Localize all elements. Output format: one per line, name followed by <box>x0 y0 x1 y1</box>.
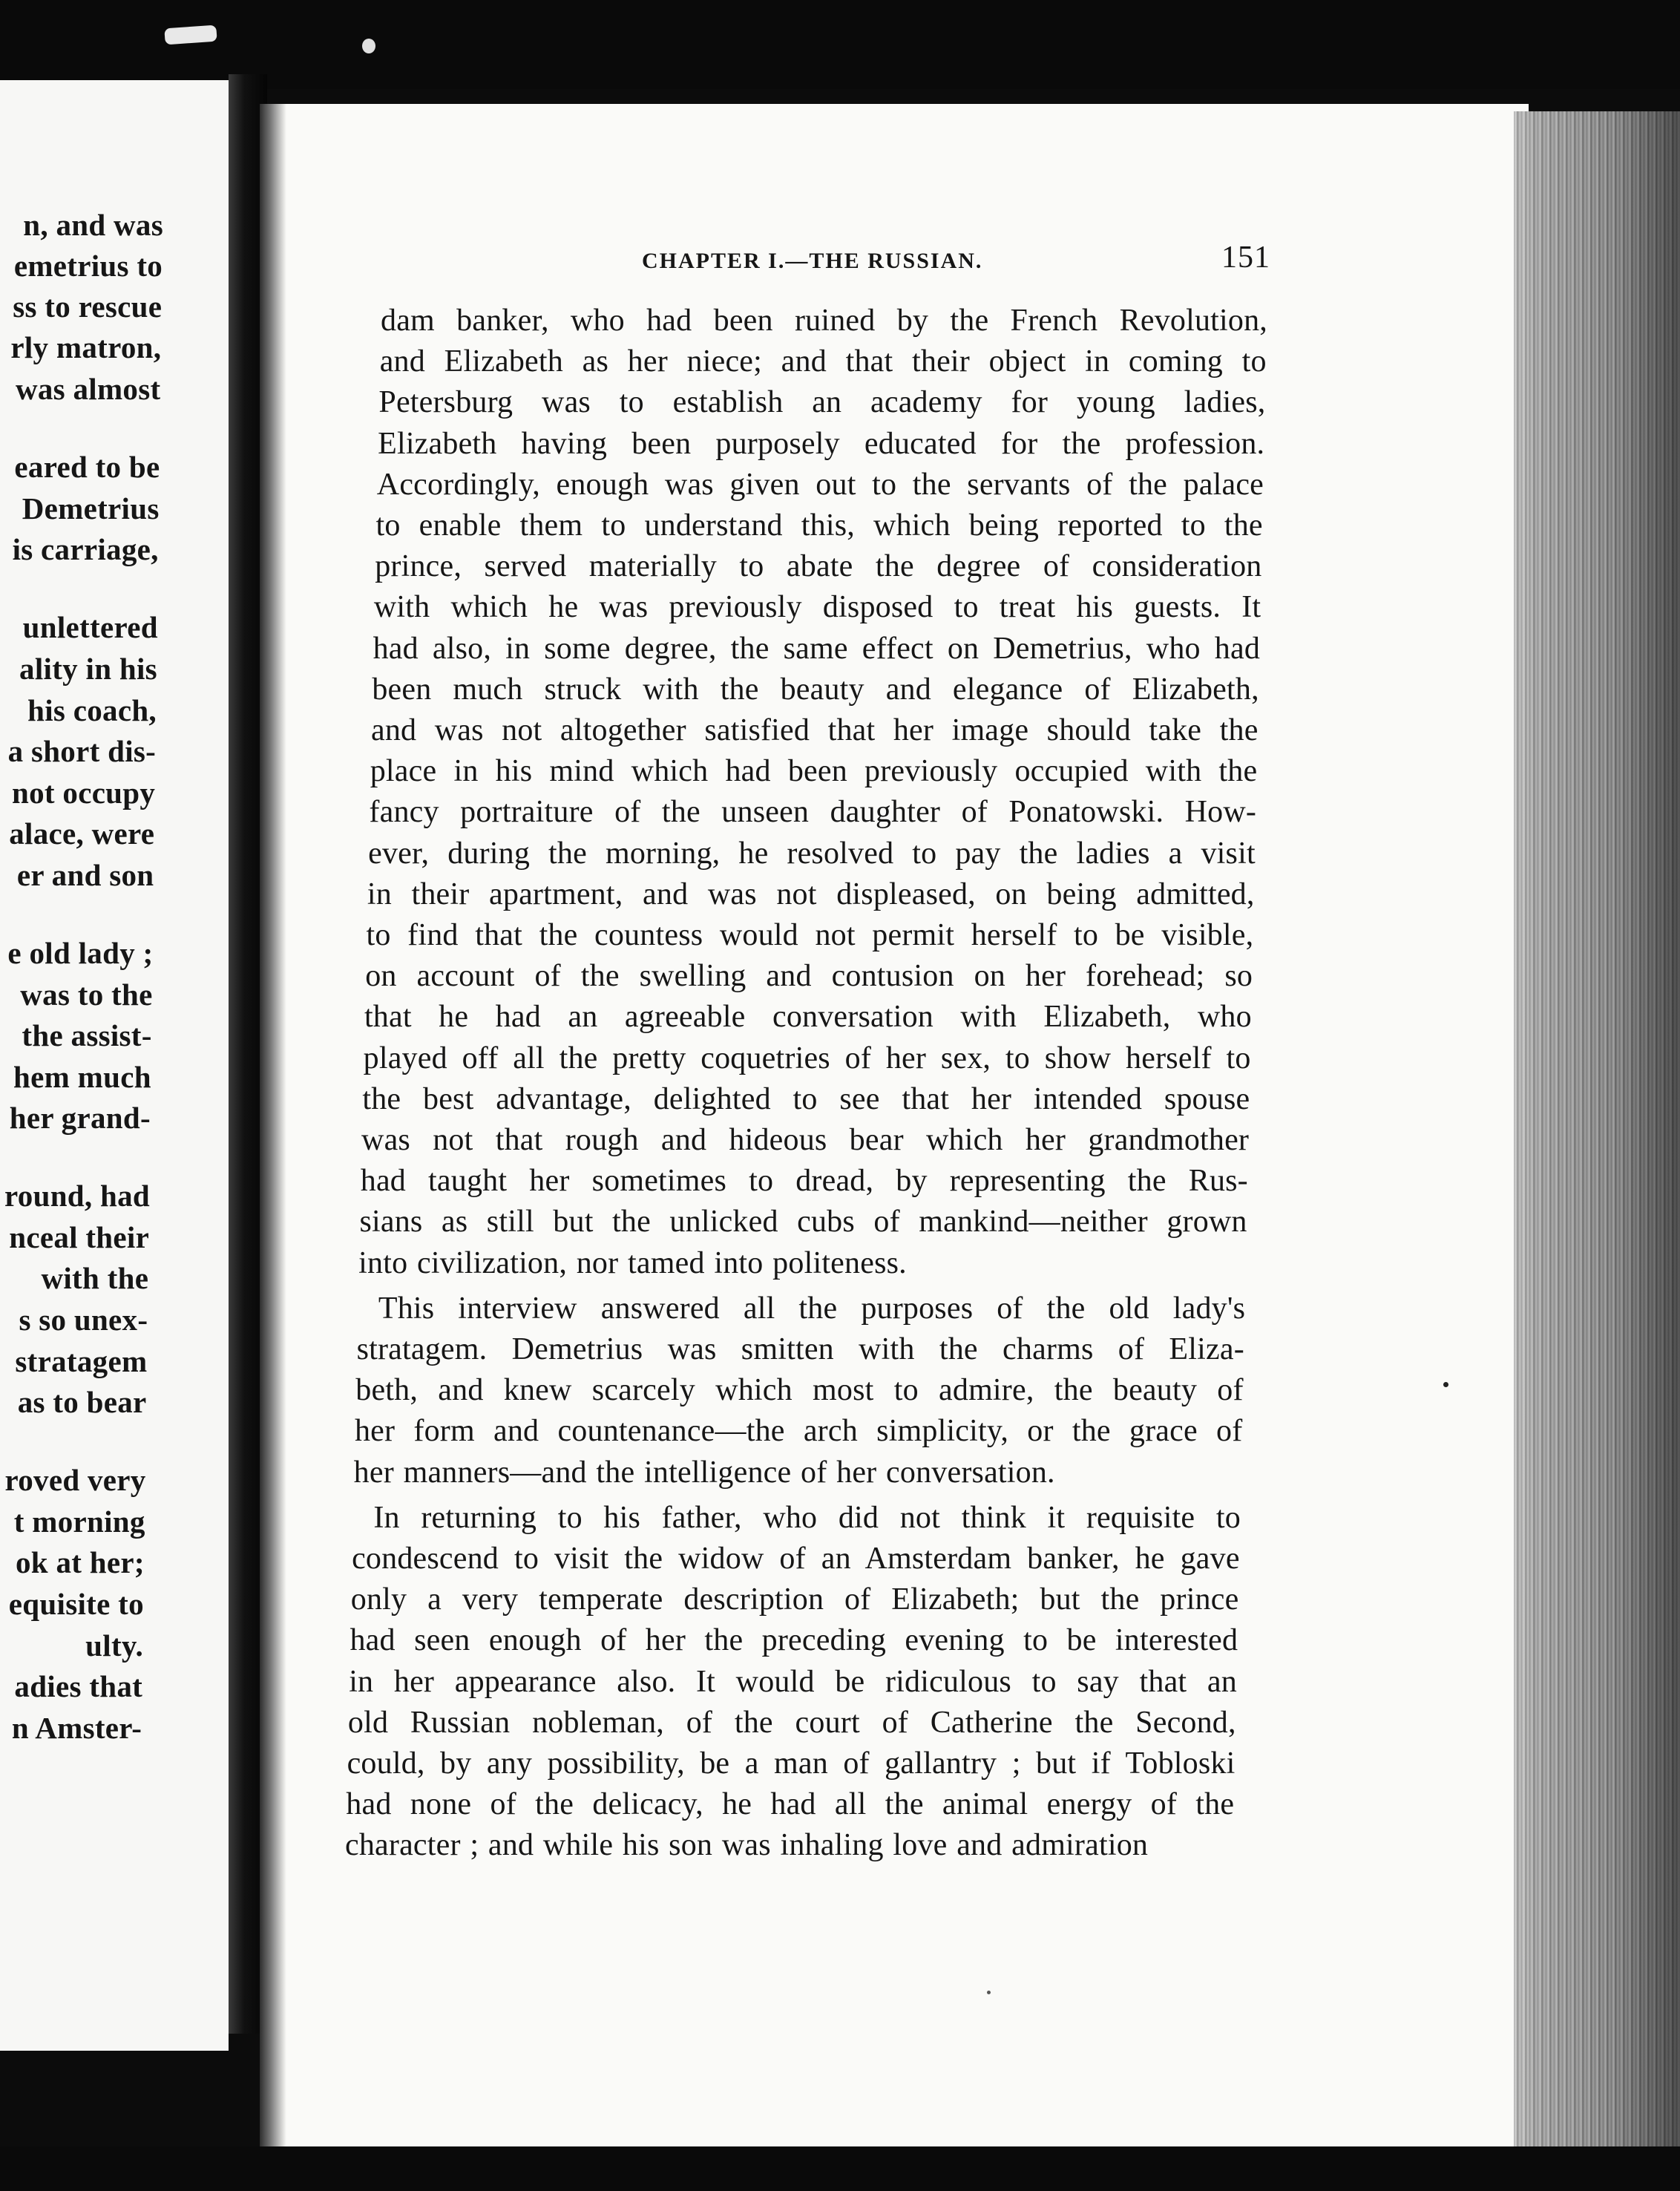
page-number: 151 <box>1221 240 1270 275</box>
text-line: dam banker, who had been ruined by the French Revolution, <box>381 304 1267 338</box>
text-line: the best advantage, delighted to see that her intended spouse <box>362 1081 1250 1116</box>
scan-dust-spot <box>987 1991 991 1994</box>
text-line: had seen enough of her the preceding evening to be interested <box>350 1623 1238 1658</box>
text-line: into civilization, nor tamed into politeness. <box>358 1245 907 1280</box>
text-line: her manners—and the intelligence of her conversation. <box>353 1455 1055 1490</box>
text-line: could, by any possibility, be a man of gallantry ; but if Tobloski <box>347 1746 1236 1781</box>
text-line: sians as still but the unlicked cubs of mankind—neither grown <box>359 1205 1247 1239</box>
scan-bottom-border <box>0 2146 1680 2191</box>
left-page-text-fragment: hem much <box>13 1060 151 1094</box>
text-line: ever, during the morning, he resolved to pay the ladies a visit <box>368 836 1256 871</box>
left-page <box>0 80 229 2051</box>
left-page-text-fragment: ok at her; <box>16 1545 145 1579</box>
left-page-text-fragment: a short dis- <box>7 734 157 768</box>
text-line: condescend to visit the widow of an Amsterdam banker, he gave <box>352 1542 1240 1576</box>
left-page-text-fragment: ss to rescue <box>13 289 163 324</box>
left-page-text-fragment: Demetrius <box>22 491 160 525</box>
left-page-text-fragment: adies that <box>14 1669 143 1703</box>
left-page-text-fragment: eared to be <box>14 450 160 484</box>
text-line: place in his mind which had been previously occupied with the <box>370 754 1258 789</box>
left-page-text-fragment: not occupy <box>11 776 156 810</box>
left-page-text-fragment: his coach, <box>27 693 157 727</box>
left-page-text-fragment: round, had <box>4 1179 150 1213</box>
left-page-text-fragment: was to the <box>20 977 153 1012</box>
left-page-text-fragment: as to bear <box>17 1385 147 1419</box>
left-page-text-fragment: n Amster- <box>11 1711 142 1745</box>
text-line: played off all the pretty coquetries of her sex, to show herself to <box>363 1041 1251 1075</box>
text-line: In returning to his father, who did not think it requisite to <box>373 1500 1241 1535</box>
text-line: had taught her sometimes to dread, by representing the Rus- <box>360 1164 1248 1199</box>
left-page-text-fragment: nceal their <box>9 1220 150 1254</box>
left-page-text-fragment: emetrius to <box>13 249 163 283</box>
text-line: to enable them to understand this, which being reported to the <box>375 508 1263 543</box>
text-line: fancy portraiture of the unseen daughter of Ponatowski. How- <box>369 795 1257 830</box>
left-page-text-fragment: equisite to <box>8 1587 144 1621</box>
text-line: and Elizabeth as her niece; and that their object in coming to <box>379 344 1267 379</box>
left-page-text-fragment: rly matron, <box>10 330 162 364</box>
text-line: only a very temperate description of Elizabeth; but the prince <box>350 1582 1239 1617</box>
spine-shadow <box>260 104 286 2146</box>
left-page-text-fragment: s so unex- <box>19 1303 148 1337</box>
text-line: with which he was previously disposed to treat his guests. It <box>373 590 1261 625</box>
scan-dust-spot <box>362 39 375 53</box>
left-page-text-fragment: her grand- <box>9 1101 151 1135</box>
text-line: and was not altogether satisfied that her image should take the <box>371 713 1259 747</box>
text-line: that he had an agreeable conversation with Elizabeth, who <box>364 1000 1252 1035</box>
text-line: This interview answered all the purposes of the old lady's <box>378 1291 1246 1326</box>
text-line: been much struck with the beauty and elegance of Elizabeth, <box>372 672 1259 707</box>
left-page-text-fragment: t morning <box>13 1504 145 1539</box>
text-line: had also, in some degree, the same effect on Demetrius, who had <box>373 631 1261 666</box>
left-page-text-fragment: unlettered <box>22 610 158 644</box>
chapter-title: CHAPTER I.—THE RUSSIAN. <box>642 249 983 273</box>
left-page-text-fragment: ulty. <box>85 1628 143 1663</box>
left-page-text-fragment: was almost <box>15 372 161 406</box>
text-line: her form and countenance—the arch simplicity, or the grace of <box>354 1414 1243 1449</box>
left-page-text-fragment: er and son <box>16 858 154 892</box>
text-line: on account of the swelling and contusion on her forehead; so <box>365 959 1253 994</box>
text-line: Elizabeth having been purposely educated for the profession. <box>378 426 1265 461</box>
left-page-text-fragment: alace, were <box>9 816 155 851</box>
left-page-text-fragment: with the <box>41 1261 149 1295</box>
text-line: Accordingly, enough was given out to the servants of the palace <box>376 467 1264 502</box>
left-page-text-fragment: is carriage, <box>12 532 159 566</box>
left-page-text-fragment: n, and was <box>23 208 163 242</box>
left-page-text-fragment: ality in his <box>19 652 157 686</box>
right-page <box>260 104 1529 2146</box>
text-line: prince, served materially to abate the degree of consideration <box>375 549 1262 584</box>
text-line: Petersburg was to establish an academy for young ladies, <box>378 385 1266 420</box>
left-page-text-fragment: stratagem <box>15 1344 148 1378</box>
left-page-text-fragment: e old lady ; <box>7 936 154 970</box>
left-page-text-fragment: roved very <box>4 1463 146 1497</box>
text-line: in their apartment, and was not displeased, on being admitted, <box>367 877 1255 911</box>
text-line: stratagem. Demetrius was smitten with the charms of Eliza- <box>356 1332 1244 1366</box>
text-line: had none of the delicacy, he had all the animal energy of the <box>346 1787 1235 1822</box>
text-line: in her appearance also. It would be ridiculous to say that an <box>349 1664 1237 1699</box>
text-line: beth, and knew scarcely which most to admire, the beauty of <box>355 1373 1244 1408</box>
scan-dust-spot <box>1443 1382 1448 1387</box>
text-line: old Russian nobleman, of the court of Catherine the Second, <box>347 1705 1236 1740</box>
text-line: character ; and while his son was inhaling love and admiration <box>345 1828 1149 1863</box>
page-edges-shading <box>1514 111 1680 2154</box>
text-line: to find that the countess would not permit herself to be visible, <box>366 918 1254 952</box>
text-line: was not that rough and hideous bear which her grandmother <box>361 1123 1250 1157</box>
left-page-text-fragment: the assist- <box>22 1018 152 1052</box>
